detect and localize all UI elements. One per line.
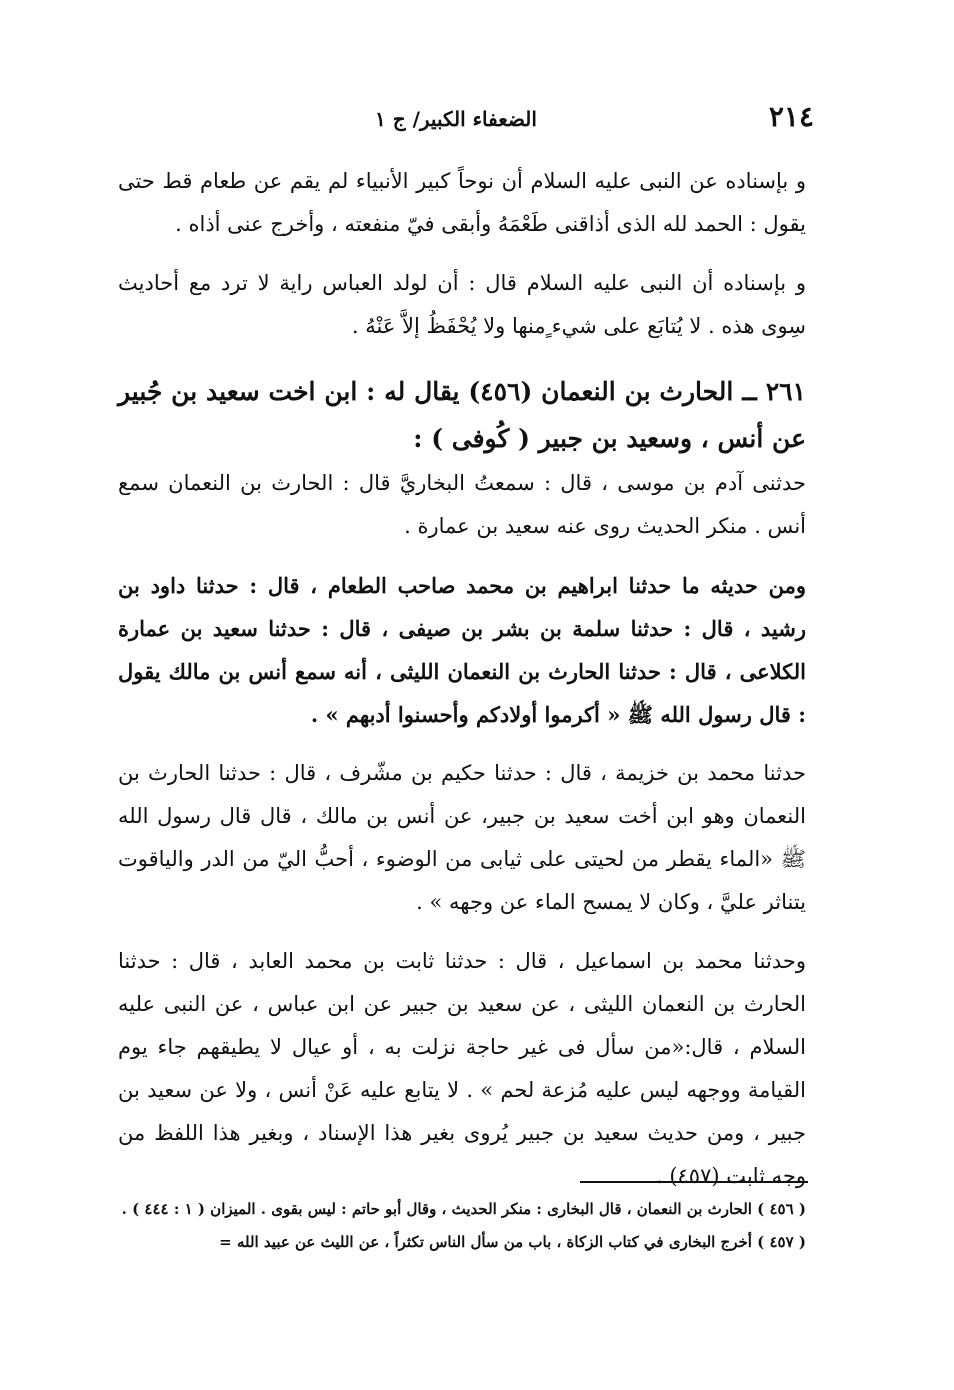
running-title: الضعفاء الكبير/ ج ١: [375, 107, 537, 131]
footnote-separator: [580, 1181, 808, 1183]
paragraph: ومن حديثه ما حدثنا ابراهيم بن محمد صاحب الطعام ، قال : حدثنا داود بن رشيد ، قال : حدثنا سلمة بن بشر بن صيفى ، قال : حدثنا سعيد بن عمارة الكلاعى ، قال : حدثنا الحارث بن النعمان الليثى ، أنه سمع أنس بن مالك يقول : قال رسول الله ﷺ « أكرموا أولادكم وأحسنوا أدبهم » .: [118, 573, 806, 727]
paragraph: حدثنى آدم بن موسى ، قال : سمعتُ البخاريَّ قال : الحارث بن النعمان سمع أنس . منكر الحديث روى عنه سعيد بن عمارة .: [118, 471, 806, 538]
page-number: ٢١٤: [768, 100, 814, 133]
footnote: ( ٤٥٧ ) أخرج البخارى في كتاب الزكاة ، باب من سأل الناس تكثراً ، عن الليث عن عبيد الله =: [219, 1233, 806, 1251]
footnotes: [118, 1193, 806, 1259]
footnote: ( ٤٥٦ ) الحارث بن النعمان ، قال البخارى : منكر الحديث ، وقال أبو حاتم : ليس بقوى . الميزان ( ١ : ٤٤٤ ) .: [121, 1200, 806, 1218]
paragraph: حدثنا محمد بن خزيمة ، قال : حدثنا حكيم بن مشّرف ، قال : حدثنا الحارث بن النعمان وهو ابن أخت سعيد بن جبير، عن أنس بن مالك ، قال قال رسول الله ﷺ «الماء يقطر من لحيتى على ثيابى من الوضوء ، أحبُّ اليّ من الدر والياقوت يتناثر عليَّ ، وكان لا يمسح الماء عن وجهه » .: [118, 761, 806, 914]
page-header: [375, 100, 814, 133]
paragraph: وحدثنا محمد بن اسماعيل ، قال : حدثنا ثابت بن محمد العابد ، قال : حدثنا الحارث بن النعمان الليثى ، عن سعيد بن جبير عن ابن عباس ، عن النبى عليه السلام ، قال:«من سأل فى غير حاجة نزلت به ، أو عيال لا يطيقهم جاء يوم القيامة ووجهه ليس عليه مُزعة لحم » . لا يتابع عليه عَنْ أنس ، ولا عن سعيد بن جبير ، ومن حديث سعيد بن جبير يُروى بغير هذا الإسناد ، وبغير هذا اللفظ من وجه ثابت (٤٥٧) .: [118, 949, 806, 1188]
entry-heading: ٢٦١ ــ الحارث بن النعمان (٤٥٦) يقال له : ابن اخت سعيد بن جُبير عن أنس ، وسعيد بن جبير ( كُوفى ) :: [118, 377, 806, 453]
paragraph: و بإسناده أن النبى عليه السلام قال : أن لولد العباس راية لا ترد مع أحاديث سِوى هذه . لا يُتابَع على شيء ٍمنها ولا يُحْفَظُ إلاَّ عَنْهُ .: [118, 271, 806, 338]
paragraph: و بإسناده عن النبى عليه السلام أن نوحاً كبير الأنبياء لم يقم عن طعام قط حتى يقول : الحمد لله الذى أذاقنى طَعْمَهُ وأبقى فيّ منفعته ، وأخرج عنى أذاه .: [118, 169, 806, 236]
main-text: [118, 160, 806, 1198]
